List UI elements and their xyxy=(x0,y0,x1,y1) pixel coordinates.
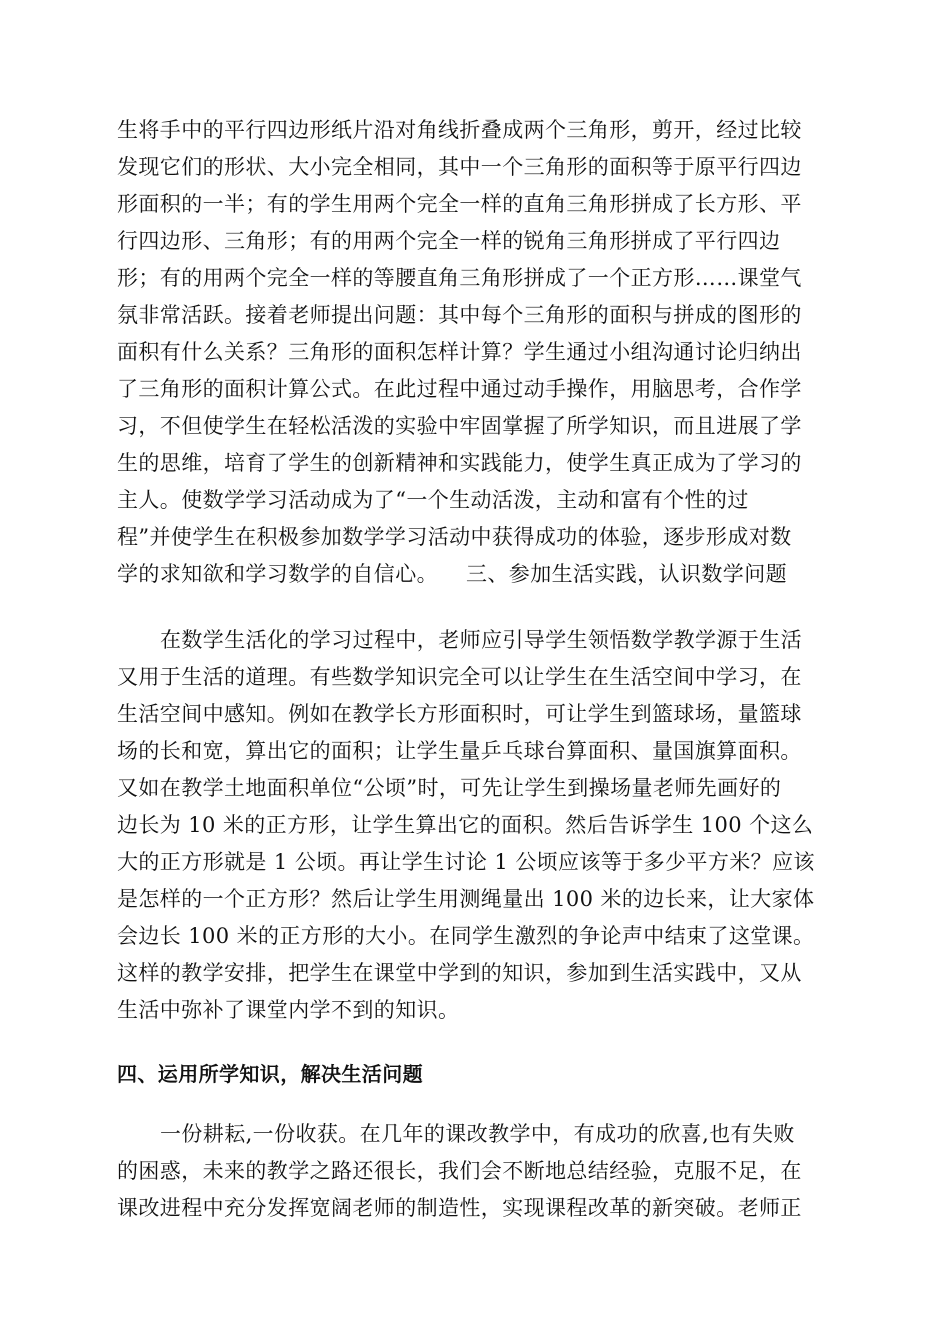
text-line: 大的正方形就是 1 公顷。再让学生讨论 1 公顷应该等于多少平方米？应该 xyxy=(117,850,815,874)
text-line: 主人。使数学学习活动成为了“一个生动活泼，主动和富有个性的过 xyxy=(117,488,749,512)
text-line: 一份耕耘,一份收获。在几年的课改教学中，有成功的欣喜,也有失败 xyxy=(160,1122,795,1146)
text-line: 了三角形的面积计算公式。在此过程中通过动手操作，用脑思考，合作学 xyxy=(117,377,802,401)
text-line: 发现它们的形状、大小完全相同，其中一个三角形的面积等于原平行四边 xyxy=(117,155,802,179)
text-line xyxy=(117,560,787,588)
text-line: 的困惑，未来的教学之路还很长，我们会不断地总结经验，克服不足，在 xyxy=(117,1159,802,1183)
text-line: 会边长 100 米的正方形的大小。在同学生激烈的争论声中结束了这堂课。 xyxy=(117,924,815,948)
text-line: 氛非常活跃。接着老师提出问题：其中每个三角形的面积与拼成的图形的 xyxy=(117,303,802,327)
text-line: 是怎样的一个正方形？然后让学生用测绳量出 100 米的边长来，让大家体 xyxy=(117,887,815,911)
text-line: 程”并使学生在积极参加数学学习活动中获得成功的体验，逐步形成对数 xyxy=(117,525,792,549)
section-3-title: 三、参加生活实践，认识数学问题 xyxy=(466,562,787,586)
text-line: 生活空间中感知。例如在教学长方形面积时，可让学生到篮球场，量篮球 xyxy=(117,702,802,726)
text-line: 生将手中的平行四边形纸片沿对角线折叠成两个三角形，剪开，经过比较 xyxy=(117,118,802,142)
text-line: 行四边形、三角形；有的用两个完全一样的锐角三角形拼成了平行四边 xyxy=(117,229,781,253)
text-line: 又用于生活的道理。有些数学知识完全可以让学生在生活空间中学习，在 xyxy=(117,665,802,689)
text-line: 这样的教学安排，把学生在课堂中学到的知识，参加到生活实践中，又从 xyxy=(117,961,802,985)
text-line: 形面积的一半；有的学生用两个完全一样的直角三角形拼成了长方形、平 xyxy=(117,192,802,216)
text-line: 又如在教学土地面积单位“公顷”时，可先让学生到操场量老师先画好的 xyxy=(117,776,782,800)
text-line: 在数学生活化的学习过程中，老师应引导学生领悟数学教学源于生活 xyxy=(160,628,802,652)
text-fragment: 学的求知欲和学习数学的自信心。 xyxy=(117,562,438,586)
text-line: 场的长和宽，算出它的面积；让学生量乒乓球台算面积、量国旗算面积。 xyxy=(117,739,802,763)
text-line: 生的思维，培育了学生的创新精神和实践能力，使学生真正成为了学习的 xyxy=(117,451,802,475)
text-line: 生活中弥补了课堂内学不到的知识。 xyxy=(117,998,460,1022)
text-line: 形；有的用两个完全一样的等腰直角三角形拼成了一个正方形……课堂气 xyxy=(117,266,802,290)
text-line: 课改进程中充分发挥宽阔老师的制造性，实现课程改革的新突破。老师正 xyxy=(117,1196,802,1220)
section-4-title: 四、运用所学知识，解决生活问题 xyxy=(117,1062,423,1086)
text-line: 面积有什么关系？三角形的面积怎样计算？学生通过小组沟通讨论归纳出 xyxy=(117,340,802,364)
text-line: 边长为 10 米的正方形，让学生算出它的面积。然后告诉学生 100 个这么 xyxy=(117,813,814,837)
text-line: 习，不但使学生在轻松活泼的实验中牢固掌握了所学知识，而且进展了学 xyxy=(117,414,802,438)
